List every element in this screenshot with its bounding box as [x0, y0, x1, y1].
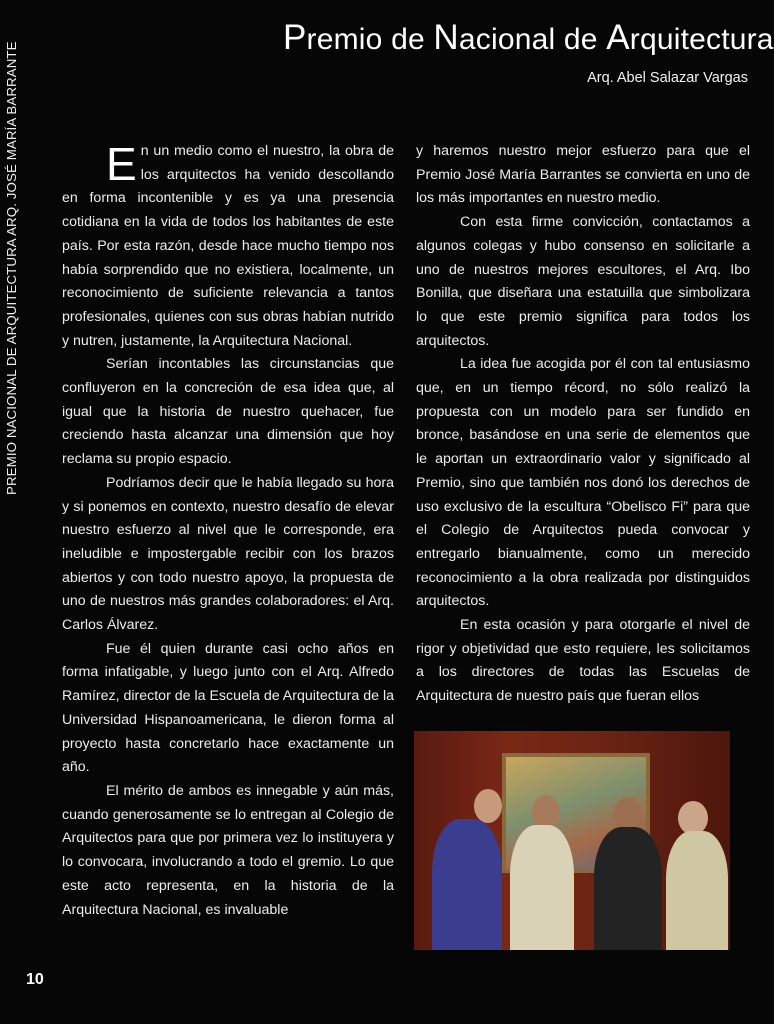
person-head [532, 795, 560, 829]
person-head [678, 801, 708, 835]
title-part-3: rquitectura [629, 23, 774, 56]
drop-cap: E [106, 138, 137, 190]
paragraph: y haremos nuestro mejor esfuerzo para que el Premio José María Barrantes se convierta en uno de los más importantes en nuestro medio. [416, 143, 750, 207]
paragraph-text: n un medio como el nuestro, la obra de los arquitectos ha venido descollando en forma incontenible y es ya una presencia cotidiana en la vida de todos los habitantes de este país. Por esta razón, desde hace mucho tiempo nos había sorprendido que no existiera, localmente, un reconocimiento de suficiente relevancia a tantos profesionales, quienes con sus obras habían nutrido y nutren, justamente, la Arquitectura Nacional. [62, 143, 394, 349]
side-running-title [0, 0, 28, 500]
article-author: Arq. Abel Salazar Vargas [587, 70, 748, 86]
person-figure [666, 831, 728, 950]
article-title [283, 18, 774, 58]
title-cap-p: P [283, 18, 307, 57]
paragraph: Podríamos decir que le había llegado su hora y si ponemos en contexto, nuestro desafío de elevar nuestro esfuerzo al nivel que le corresponde, era ineludible e impostergable recibir con los brazos abiertos y con todo nuestro apoyo, la propuesta de uno de nuestros más grandes colaboradores: el Arq. Carlos Álvarez. [62, 474, 394, 634]
paragraph [62, 140, 394, 353]
page-number: 10 [26, 971, 44, 988]
paragraph: Fue él quien durante casi ocho años en forma infatigable, y luego junto con el Arq. Alfredo Ramírez, director de la Escuela de Arquitectura de la Universidad Hispanoamericana, le dieron forma al proyecto hasta concretarlo hace exactamente un año. [62, 640, 394, 776]
paragraph: El mérito de ambos es innegable y aún más, cuando generosamente se lo entregan al Colegio de Arquitectos para que por primera vez lo instituyera y lo convocara, involucrando a todo el gremio. Lo que este acto representa, en la historia de la Arquitectura Nacional, es invaluable [62, 782, 394, 918]
text-column-left [62, 140, 394, 922]
paragraph: Serían incontables las circunstancias que confluyeron en la concreción de esa idea que, al igual que la historia de nuestro quehacer, fue creciendo hasta alcanzar una dimensión que hoy reclama su propio espacio. [62, 356, 394, 468]
title-part-1: remio de [306, 23, 434, 56]
side-running-title-text: PREMIO NACIONAL DE ARQUITECTURA ARQ. JOSÉ MARÍA BARRANTE [4, 41, 19, 495]
text-column-right [416, 140, 750, 709]
title-part-2: acional de [458, 23, 607, 56]
paragraph: La idea fue acogida por él con tal entusiasmo que, en un tiempo récord, no sólo realizó la propuesta con un modelo para ser fundido en bronce, basándose en una serie de elementos que le aportan un extraordinario valor y significado al Premio, sino que también nos donó los derechos de uso exclusivo de la escultura “Obelisco Fi” para que el Colegio de Arquitectos pueda convocar y entregarlo bianualmente, como un merecido reconocimiento a la obra realizada por distinguidos arquitectos. [416, 356, 750, 610]
person-figure [594, 827, 662, 950]
group-photo [414, 731, 730, 950]
person-head [614, 797, 642, 831]
paragraph: Con esta firme convicción, contactamos a algunos colegas y hubo consenso en solicitarle a uno de nuestros mejores escultores, el Arq. Ibo Bonilla, que diseñara una estatuilla que simbolizara lo que este premio significa para todos los arquitectos. [416, 214, 750, 349]
title-cap-n: N [433, 18, 459, 57]
person-figure [510, 825, 574, 950]
title-cap-a: A [606, 18, 630, 57]
person-figure [432, 819, 502, 950]
paragraph: En esta ocasión y para otorgarle el nivel de rigor y objetividad que esto requiere, les solicitamos a los directores de todas las Escuelas de Arquitectura de nuestro país que fueran ellos [416, 617, 750, 705]
person-head [474, 789, 502, 823]
